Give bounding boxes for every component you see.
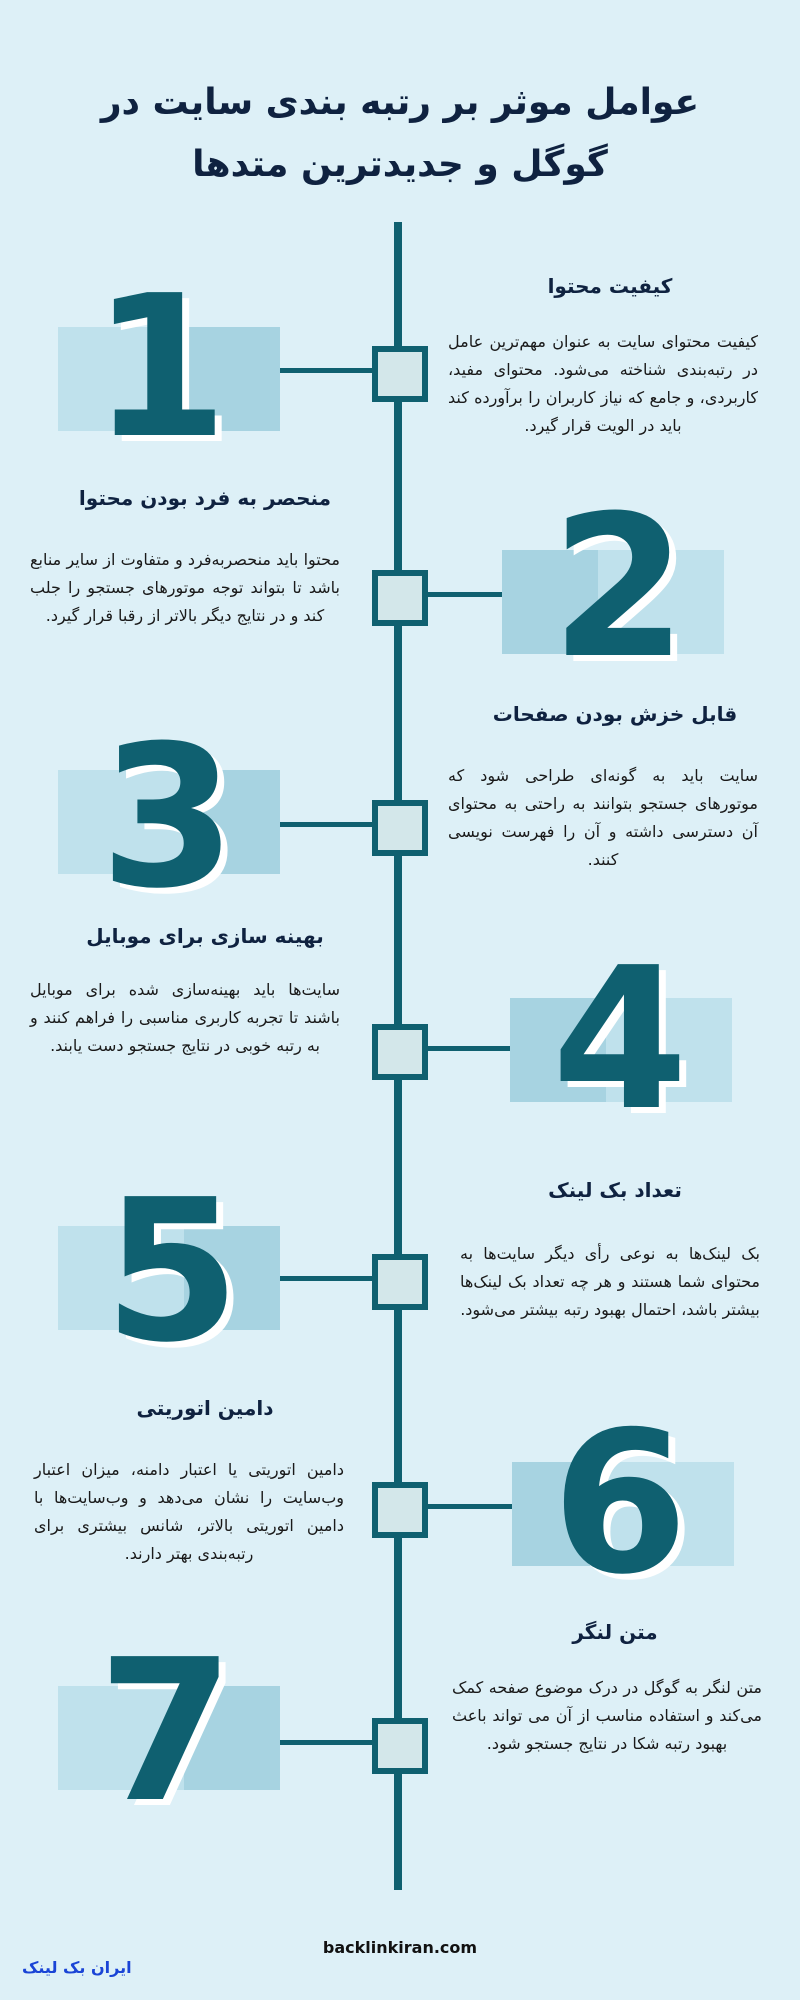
- step-heading: منحصر به فرد بودن محتوا: [78, 486, 332, 510]
- title-line-1: عوامل موثر بر رتبه بندی سایت در: [100, 82, 700, 123]
- step-number: 3: [99, 704, 237, 932]
- connector-line: [280, 822, 372, 827]
- step-number: 2: [550, 474, 688, 702]
- connector-line: [422, 1504, 512, 1509]
- step-heading: کیفیت محتوا: [547, 274, 673, 298]
- timeline-node: [372, 570, 428, 626]
- step-heading: بهینه سازی برای موبایل: [86, 924, 324, 948]
- step-heading: قابل خزش بودن صفحات: [492, 702, 738, 726]
- connector-line: [280, 1276, 372, 1281]
- connector-line: [280, 368, 372, 373]
- title-line-2: گوگل و جدیدترین متدها: [192, 144, 608, 185]
- timeline-node: [372, 800, 428, 856]
- step-heading: دامین اتوریتی: [136, 1396, 274, 1420]
- step-description: سایت‌ها باید بهینه‌سازی شده برای موبایل باشند تا تجربه کاربری مناسبی را فراهم کنند و به رتبه خوبی در نتایج جستجو دست یابند.: [30, 980, 340, 1055]
- step-description: دامین اتوریتی یا اعتبار دامنه، میزان اعتبار وب‌سایت را نشان می‌دهد و وب‌سایت‌ها با دامین اتوریتی بالاتر، شانس بیشتری برای رتبه‌بندی بهتر دارند.: [34, 1460, 344, 1563]
- step-description: سایت باید به گونه‌ای طراحی شود که موتورهای جستجو بتوانند به راحتی به محتوای آن دسترسی داشته و آن را فهرست نویسی کنند.: [448, 766, 758, 869]
- step-number: 5: [103, 1158, 241, 1386]
- connector-line: [422, 1046, 510, 1051]
- timeline-node: [372, 1024, 428, 1080]
- timeline-node: [372, 1718, 428, 1774]
- step-description: متن لنگر به گوگل در درک موضوع صفحه کمک می‌کند و استفاده مناسب از آن می تواند باعث بهبود رتبه شکا در نتایج جستجو شود.: [452, 1678, 762, 1753]
- footer-website: backlinkiran.com: [322, 1938, 478, 1957]
- timeline-node: [372, 1254, 428, 1310]
- step-description: بک لینک‌ها به نوعی رأی دیگر سایت‌ها به محتوای شما هستند و هر چه تعداد بک لینک‌ها بیشتر باشد، احتمال بهبود رتبه بیشتر می‌شود.: [460, 1244, 760, 1319]
- step-heading: متن لنگر: [572, 1620, 658, 1644]
- step-description: کیفیت محتوای سایت به عنوان مهم‌ترین عامل در رتبه‌بندی شناخته می‌شود. محتوای مفید، کاربردی، و جامع که نیاز کاربران را برآورده کند باید در الویت قرار گیرد.: [448, 332, 758, 435]
- timeline-node: [372, 1482, 428, 1538]
- step-number: 1: [91, 254, 229, 482]
- step-heading: تعداد بک لینک: [548, 1178, 682, 1202]
- step-number: 7: [97, 1618, 235, 1846]
- step-number: 6: [551, 1390, 689, 1618]
- page-title: [0, 72, 800, 196]
- timeline-node: [372, 346, 428, 402]
- step-description: محتوا باید منحصربه‌فرد و متفاوت از سایر منابع باشد تا بتواند توجه موتورهای جستجو را جلب کند و در نتایج دیگر بالاتر از رقبا قرار گیرد.: [30, 550, 340, 625]
- brand-logo: ایران بک لینک: [22, 1958, 132, 1977]
- connector-line: [280, 1740, 372, 1745]
- connector-line: [422, 592, 502, 597]
- step-number: 4: [551, 926, 689, 1154]
